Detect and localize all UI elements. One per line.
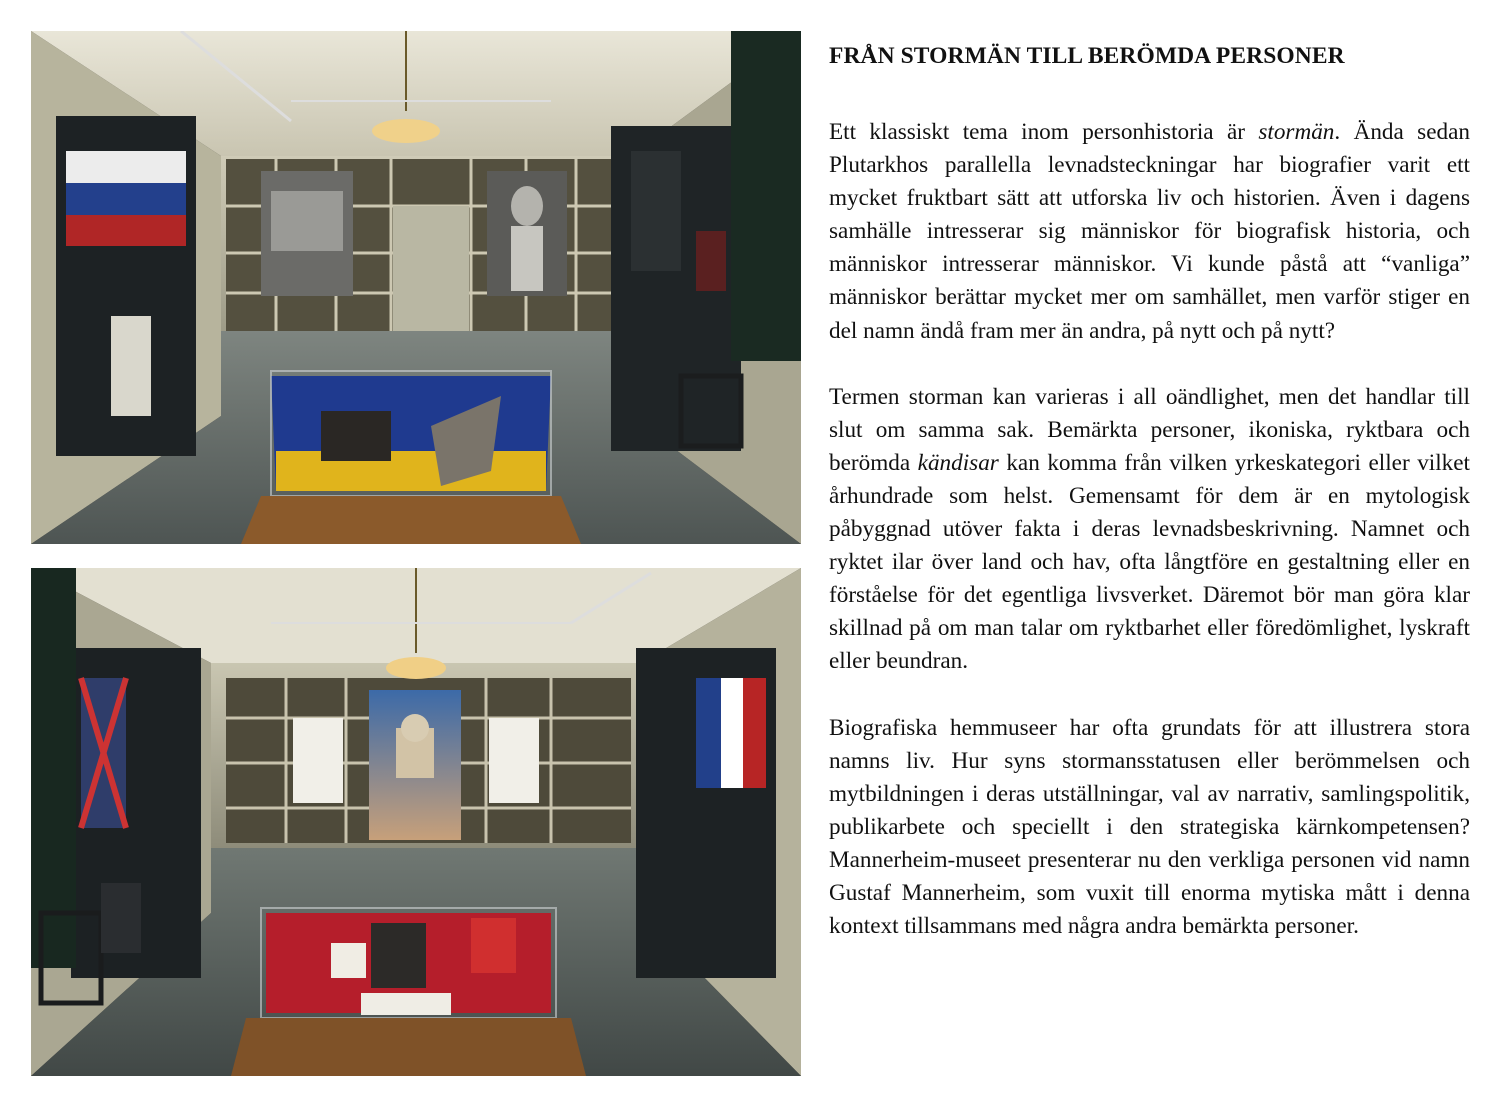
paragraph-2-part-b: kan komma från vilken yrkeskategori eller vilket århundrade som helst. Gemensamt för dem är en mytologisk påbyggnad utöver fakta i deras levnadsbeskrivning. Namnet och ryktet ilar över land och hav, ofta långtföre en gestaltning eller en förståelse för det egentliga livsverket. Däremot bör man göra klar skillnad på om man talar om ryktbarhet eller föredömlighet, lyskraft eller beundran. bbox=[829, 449, 1470, 675]
paragraph-3 bbox=[829, 712, 1470, 944]
exhibition-room-image bbox=[31, 568, 801, 1076]
exhibition-room-image bbox=[31, 31, 801, 544]
exhibition-photo-bottom bbox=[31, 568, 801, 1076]
paragraph-2 bbox=[829, 381, 1470, 679]
paragraph-2-emphasis: kändisar bbox=[917, 449, 999, 476]
paragraph-3-part-a: Biografiska hemmuseer har ofta grundats för att illustrera stora namns liv. Hur syns stormansstatusen eller berömmelsen och mytbildningen i deras utställningar, val av narrativ, samlingspolitik, publikarbete och speciellt i den strategiska kärnkompetensen? Mannerheim-museet presenterar nu den verkliga personen vid namn Gustaf Mannerheim, som vuxit till enorma mytiska mått i denna kontext tillsammans med några andra bemärkta personer. bbox=[829, 714, 1470, 940]
paragraph-1-part-a: Ett klassiskt tema inom personhistoria är bbox=[829, 119, 1259, 145]
paragraph-1-emphasis: stormän bbox=[1258, 119, 1335, 145]
exhibition-photo-top bbox=[31, 31, 801, 544]
paragraph-1-part-b: . Ända sedan Plutarkhos parallella levnadsteckningar har biografier varit ett mycket fruktbart sätt att utforska liv och historien. Även i dagens samhälle intresserar sig människor för biografisk historia, och människor intresserar människor. Vi kunde påstå att “vanliga” människor berättar mycket mer om samhället, men varför stiger en del namn ändå fram mer än andra, på nytt och på nytt? bbox=[829, 119, 1470, 344]
paragraph-1 bbox=[829, 116, 1470, 348]
text-column bbox=[829, 36, 1470, 976]
paragraph-2-part-a: Termen storman kan varieras i all oändlighet, men det handlar till slut om samma sak. Bemärkta personer, ikoniska, ryktbara och berömda bbox=[829, 383, 1470, 476]
page-heading: FRÅN STORMÄN TILL BERÖMDA PERSONER bbox=[829, 43, 1345, 69]
